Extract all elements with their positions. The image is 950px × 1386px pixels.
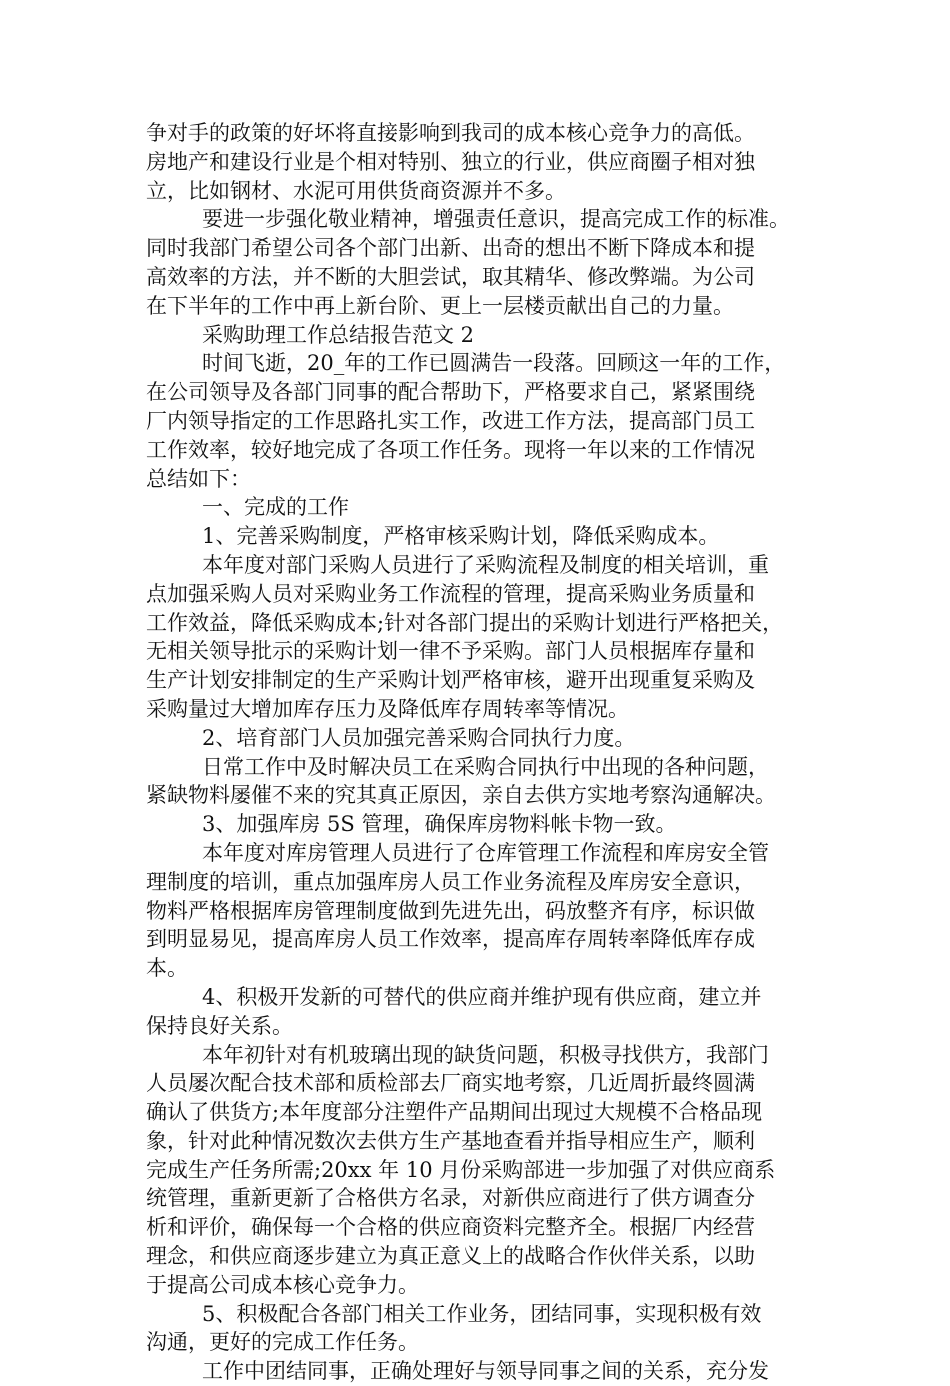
text-line: 工作效益，降低采购成本;针对各部门提出的采购计划进行严格把关，: [146, 610, 784, 635]
text-line: 在公司领导及各部门同事的配合帮助下，严格要求自己，紧紧围绕: [146, 380, 755, 405]
text-line: 本。: [146, 956, 188, 981]
text-line: 紧缺物料屡催不来的究其真正原因，亲自去供方实地考察沟通解决。: [146, 783, 776, 808]
text-line: 沟通，更好的完成工作任务。: [146, 1330, 419, 1355]
text-line: 于提高公司成本核心竞争力。: [146, 1272, 419, 1297]
text-line: 4、积极开发新的可替代的供应商并维护现有供应商，建立并: [202, 984, 762, 1009]
text-line: 析和评价，确保每一个合格的供应商资料完整齐全。根据厂内经营: [146, 1215, 755, 1240]
text-line: 工作中团结同事，正确处理好与领导同事之间的关系，充分发: [202, 1359, 769, 1384]
text-line: 无相关领导批示的采购计划一律不予采购。部门人员根据库存量和: [146, 639, 755, 664]
text-line: 理制度的培训，重点加强库房人员工作业务流程及库房安全意识，: [146, 869, 755, 894]
text-line: 本年初针对有机玻璃出现的缺货问题，积极寻找供方，我部门: [202, 1042, 769, 1067]
text-line: 高效率的方法，并不断的大胆尝试，取其精华、修改弊端。为公司: [146, 264, 755, 289]
text-line: 象，针对此种情况数次去供方生产基地查看并指导相应生产，顺利: [146, 1128, 755, 1153]
text-line: 保持良好关系。: [146, 1013, 293, 1038]
text-line: 本年度对库房管理人员进行了仓库管理工作流程和库房安全管: [202, 840, 769, 865]
text-line: 采购助理工作总结报告范文 2: [202, 322, 475, 347]
text-line: 一、完成的工作: [202, 495, 349, 520]
text-line: 争对手的政策的好坏将直接影响到我司的成本核心竞争力的高低。: [146, 121, 755, 145]
text-line: 2、培育部门人员加强完善采购合同执行力度。: [202, 725, 636, 750]
text-line: 同时我部门希望公司各个部门出新、出奇的想出不断下降成本和提: [146, 236, 755, 261]
text-line: 1、完善采购制度，严格审核采购计划，降低采购成本。: [202, 524, 720, 549]
text-line: 生产计划安排制定的生产采购计划严格审核，避开出现重复采购及: [146, 668, 755, 693]
text-line: 工作效率，较好地完成了各项工作任务。现将一年以来的工作情况: [146, 437, 755, 462]
text-line: 要进一步强化敬业精神，增强责任意识，提高完成工作的标准。: [202, 207, 790, 232]
text-line: 完成生产任务所需;20xx 年 10 月份采购部进一步加强了对供应商系: [146, 1157, 776, 1182]
text-line: 点加强采购人员对采购业务工作流程的管理，提高采购业务质量和: [146, 581, 755, 606]
text-line: 在下半年的工作中再上新台阶、更上一层楼贡献出自己的力量。: [146, 293, 734, 318]
text-line: 采购量过大增加库存压力及降低库存周转率等情况。: [146, 696, 629, 721]
text-line: 日常工作中及时解决员工在采购合同执行中出现的各种问题，: [202, 754, 769, 779]
text-line: 人员屡次配合技术部和质检部去厂商实地考察，几近周折最终圆满: [146, 1071, 755, 1096]
text-line: 房地产和建设行业是个相对特别、独立的行业，供应商圈子相对独: [146, 149, 755, 174]
text-line: 3、加强库房 5S 管理，确保库房物料帐卡物一致。: [202, 812, 677, 837]
text-line: 本年度对部门采购人员进行了采购流程及制度的相关培训，重: [202, 552, 769, 577]
text-line: 立，比如钢材、水泥可用供货商资源并不多。: [146, 178, 566, 203]
text-line: 厂内领导指定的工作思路扎实工作，改进工作方法，提高部门员工: [146, 408, 755, 433]
text-line: 到明显易见，提高库房人员工作效率，提高库存周转率降低库存成: [146, 927, 755, 952]
text-line: 时间飞逝，20_年的工作已圆满告一段落。回顾这一年的工作，: [202, 351, 786, 376]
text-line: 5、积极配合各部门相关工作业务，团结同事，实现积极有效: [202, 1301, 762, 1326]
text-line: 确认了供货方;本年度部分注塑件产品期间出现过大规模不合格品现: [146, 1100, 763, 1125]
document-body: [146, 119, 816, 1386]
text-line: 总结如下：: [146, 466, 251, 491]
text-line: 理念，和供应商逐步建立为真正意义上的战略合作伙伴关系，以助: [146, 1244, 755, 1269]
text-line: 物料严格根据库房管理制度做到先进先出，码放整齐有序，标识做: [146, 898, 755, 923]
text-line: 统管理，重新更新了合格供方名录，对新供应商进行了供方调查分: [146, 1186, 755, 1211]
